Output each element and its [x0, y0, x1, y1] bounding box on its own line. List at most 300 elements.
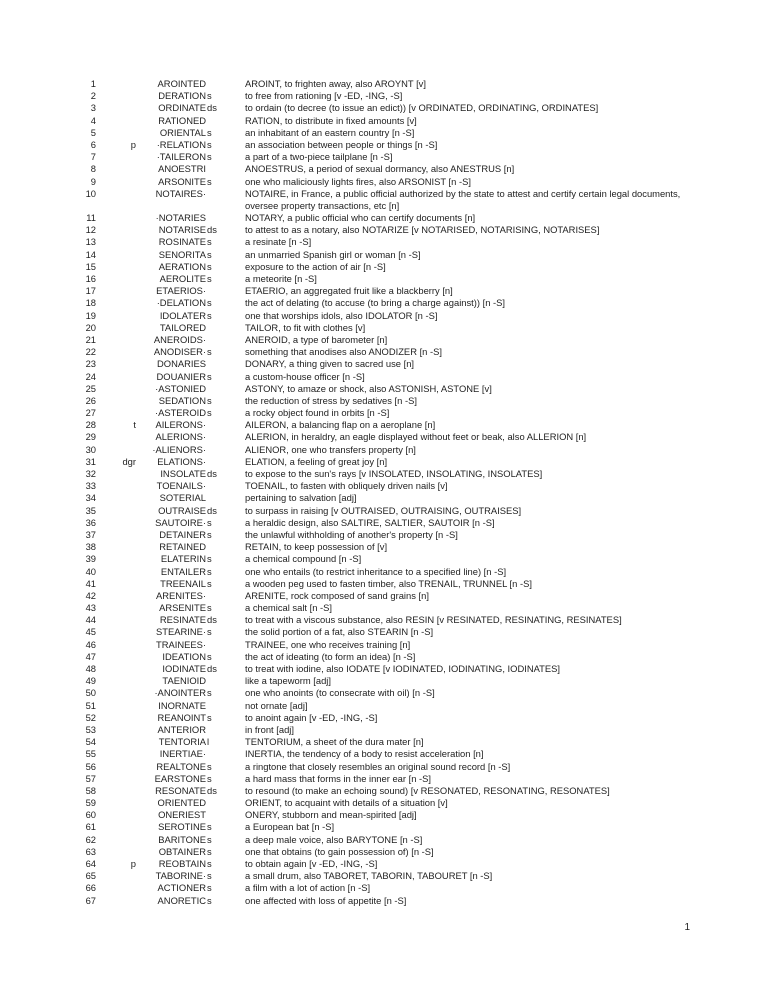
anagram-word: IDOLATER	[159, 309, 206, 321]
anagram-word: ·TAILERON	[156, 151, 206, 163]
entry-number: 55	[85, 748, 96, 760]
anagram-word: DONARIES	[157, 358, 206, 370]
anagram-word: RATIONED	[158, 114, 206, 126]
anagram-word: EARSTONE	[154, 772, 206, 784]
definition: pertaining to salvation [adj]	[245, 492, 357, 504]
list-item	[0, 675, 768, 687]
suffix-hooks: ds	[207, 614, 217, 626]
list-item	[0, 553, 768, 565]
list-item	[0, 285, 768, 297]
anagram-word: TAILORED	[159, 321, 206, 333]
anagram-word: ELATIONS·	[157, 455, 206, 467]
list-item	[0, 407, 768, 419]
suffix-hooks: s	[207, 858, 212, 870]
list-item	[0, 163, 768, 175]
prefix-hooks: p	[130, 858, 136, 870]
anagram-word: OUTRAISE	[158, 504, 206, 516]
entry-number: 11	[86, 212, 96, 224]
list-item	[0, 895, 768, 907]
suffix-hooks: s	[207, 309, 212, 321]
list-item	[0, 663, 768, 675]
entry-number: 47	[85, 650, 96, 662]
list-item	[0, 395, 768, 407]
list-item	[0, 761, 768, 773]
suffix-hooks: s	[207, 260, 212, 272]
suffix-hooks: s	[207, 248, 212, 260]
definition: a ringtone that closely resembles an original sound record [n -S]	[245, 760, 511, 772]
list-item	[0, 492, 768, 504]
list-item	[0, 322, 768, 334]
list-item	[0, 297, 768, 309]
definition: NOTAIRE, in France, a public official authorized by the state to attest and certify certain legal documents, oversee property transactions, etc [n]	[245, 187, 681, 211]
anagram-word: ROSINATE	[158, 236, 206, 248]
entry-number: 40	[85, 565, 96, 577]
entry-number: 23	[85, 358, 96, 370]
anagram-word: AEROLITE	[159, 273, 206, 285]
anagram-word: TABORINE·	[155, 870, 206, 882]
list-item	[0, 712, 768, 724]
list-item	[0, 188, 768, 212]
list-item	[0, 858, 768, 870]
suffix-hooks: s	[207, 870, 212, 882]
suffix-hooks: s	[207, 650, 212, 662]
suffix-hooks: l	[207, 736, 210, 748]
anagram-word: NOTARISE	[158, 224, 206, 236]
definition: a small drum, also TABORET, TABORIN, TABOURET [n -S]	[245, 870, 493, 882]
definition: a deep male voice, also BARYTONE [n -S]	[245, 833, 423, 845]
definition: ELATION, a feeling of great joy [n]	[245, 455, 388, 467]
anagram-word: ·NOTARIES	[155, 212, 206, 224]
list-item	[0, 736, 768, 748]
definition: a heraldic design, also SALTIRE, SALTIER, SAUTOIR [n -S]	[245, 516, 495, 528]
anagram-word: ·ASTEROID	[154, 407, 206, 419]
list-item	[0, 614, 768, 626]
list-item	[0, 529, 768, 541]
definition: INERTIA, the tendency of a body to resist acceleration [n]	[245, 748, 484, 760]
definition: TAILOR, to fit with clothes [v]	[245, 321, 366, 333]
suffix-hooks: s	[207, 528, 212, 540]
anagram-word: RESINATE	[159, 614, 206, 626]
suffix-hooks: s	[207, 833, 212, 845]
entry-number: 36	[85, 516, 96, 528]
list-item	[0, 578, 768, 590]
list-item	[0, 468, 768, 480]
suffix-hooks: s	[207, 882, 212, 894]
definition: ANOESTRUS, a period of sexual dormancy, also ANESTRUS [n]	[245, 163, 515, 175]
anagram-word: AERATION	[158, 260, 206, 272]
list-item	[0, 821, 768, 833]
anagram-word: TREENAIL	[160, 577, 206, 589]
definition: to expose to the sun's rays [v INSOLATED, INSOLATING, INSOLATES]	[245, 468, 543, 480]
suffix-hooks: s	[207, 297, 212, 309]
suffix-hooks: s	[207, 772, 212, 784]
entry-number: 13	[85, 236, 96, 248]
list-item	[0, 78, 768, 90]
anagram-word: REANOINT	[157, 711, 206, 723]
entry-number: 3	[90, 102, 96, 114]
anagram-word: ·RELATION	[156, 138, 206, 150]
definition: ORIENT, to acquaint with details of a situation [v]	[245, 797, 448, 809]
anagram-word: ANORETIC	[157, 894, 206, 906]
word-list	[0, 78, 768, 907]
definition: to resound (to make an echoing sound) [v RESONATED, RESONATING, RESONATES]	[245, 784, 610, 796]
entry-number: 28	[85, 419, 96, 431]
list-item	[0, 834, 768, 846]
anagram-word: RETAINED	[159, 541, 206, 553]
definition: a chemical salt [n -S]	[245, 602, 333, 614]
definition: a part of a two-piece tailplane [n -S]	[245, 151, 393, 163]
list-item	[0, 639, 768, 651]
entry-number: 27	[85, 407, 96, 419]
entry-number: 50	[85, 687, 96, 699]
list-item	[0, 602, 768, 614]
list-item	[0, 431, 768, 443]
entry-number: 60	[85, 809, 96, 821]
definition: one who maliciously lights fires, also ARSONIST [n -S]	[245, 175, 471, 187]
anagram-word: ENTAILER	[160, 565, 206, 577]
prefix-hooks: p	[130, 138, 136, 150]
anagram-word: SOTERIAL	[159, 492, 206, 504]
entry-number: 43	[85, 602, 96, 614]
suffix-hooks: s	[207, 845, 212, 857]
definition: TENTORIUM, a sheet of the dura mater [n]	[245, 736, 424, 748]
anagram-word: IDEATION	[162, 650, 206, 662]
suffix-hooks: s	[207, 760, 212, 772]
anagram-word: SEDATION	[158, 394, 206, 406]
definition: an association between people or things [n -S]	[245, 138, 438, 150]
definition: ALERION, in heraldry, an eagle displayed without feet or beak, also ALLERION [n]	[245, 431, 587, 443]
definition: an inhabitant of an eastern country [n -S]	[245, 126, 415, 138]
anagram-word: STEARINE·	[155, 626, 206, 638]
definition: ONERY, stubborn and mean-spirited [adj]	[245, 809, 417, 821]
definition: ARENITE, rock composed of sand grains [n]	[245, 589, 429, 601]
anagram-word: DOUANIER	[156, 370, 206, 382]
definition: to obtain again [v -ED, -ING, -S]	[245, 858, 378, 870]
suffix-hooks: s	[207, 565, 212, 577]
suffix-hooks: s	[207, 577, 212, 589]
anagram-word: REOBTAIN	[158, 858, 206, 870]
suffix-hooks: s	[207, 626, 212, 638]
list-item	[0, 90, 768, 102]
entry-number: 4	[90, 114, 96, 126]
entry-number: 56	[85, 760, 96, 772]
entry-number: 38	[85, 541, 96, 553]
entry-number: 42	[85, 589, 96, 601]
entry-number: 22	[85, 346, 96, 358]
list-item	[0, 261, 768, 273]
list-item	[0, 846, 768, 858]
anagram-word: ·ASTONIED	[155, 382, 206, 394]
anagram-word: ·DELATION	[156, 297, 206, 309]
entry-number: 5	[90, 126, 96, 138]
list-item	[0, 139, 768, 151]
definition: to surpass in raising [v OUTRAISED, OUTRAISING, OUTRAISES]	[245, 504, 522, 516]
list-item	[0, 419, 768, 431]
definition: to treat with iodine, also IODATE [v IODINATED, IODINATING, IODINATES]	[245, 663, 560, 675]
anagram-word: REALTONE	[156, 760, 206, 772]
definition: to anoint again [v -ED, -ING, -S]	[245, 711, 378, 723]
entry-number: 65	[85, 870, 96, 882]
suffix-hooks: s	[207, 516, 212, 528]
anagram-word: TOENAILS·	[156, 480, 206, 492]
entry-number: 18	[85, 297, 96, 309]
entry-number: 26	[85, 394, 96, 406]
definition: a wooden peg used to fasten timber, also TRENAIL, TRUNNEL [n -S]	[245, 577, 532, 589]
definition: the unlawful withholding of another's property [n -S]	[245, 528, 458, 540]
definition: the act of delating (to accuse (to bring a charge against)) [n -S]	[245, 297, 506, 309]
entry-number: 19	[85, 309, 96, 321]
definition: one who entails (to restrict inheritance to a specified line) [n -S]	[245, 565, 507, 577]
suffix-hooks: ds	[207, 504, 217, 516]
entry-number: 64	[85, 858, 96, 870]
definition: to treat with a viscous substance, also RESIN [v RESINATED, RESINATING, RESINATES]	[245, 614, 622, 626]
definition: one that obtains (to gain possession of) [n -S]	[245, 845, 434, 857]
definition: not ornate [adj]	[245, 699, 308, 711]
definition: the solid portion of a fat, also STEARIN [n -S]	[245, 626, 434, 638]
definition: to attest to as a notary, also NOTARIZE [v NOTARISED, NOTARISING, NOTARISES]	[245, 224, 600, 236]
entry-number: 21	[85, 333, 96, 345]
anagram-word: ACTIONER	[157, 882, 206, 894]
entry-number: 8	[90, 163, 96, 175]
entry-number: 67	[85, 894, 96, 906]
suffix-hooks: s	[207, 711, 212, 723]
entry-number: 24	[85, 370, 96, 382]
definition: like a tapeworm [adj]	[245, 675, 331, 687]
list-item	[0, 371, 768, 383]
anagram-word: AILERONS·	[155, 419, 206, 431]
entry-number: 62	[85, 833, 96, 845]
entry-number: 33	[85, 480, 96, 492]
suffix-hooks: s	[207, 90, 212, 102]
entry-number: 9	[90, 175, 96, 187]
definition: a film with a lot of action [n -S]	[245, 882, 371, 894]
anagram-word: ORIENTED	[157, 797, 206, 809]
definition: a hard mass that forms in the inner ear [n -S]	[245, 772, 432, 784]
entry-number: 34	[85, 492, 96, 504]
anagram-word: ETAERIOS·	[156, 285, 206, 297]
definition: a custom-house officer [n -S]	[245, 370, 365, 382]
definition: a resinate [n -S]	[245, 236, 312, 248]
definition: one who anoints (to consecrate with oil) [n -S]	[245, 687, 435, 699]
list-item	[0, 809, 768, 821]
list-item	[0, 870, 768, 882]
anagram-word: SAUTOIRE·	[155, 516, 206, 528]
anagram-word: ·ANOINTER	[154, 687, 206, 699]
definition: to ordain (to decree (to issue an edict)) [v ORDINATED, ORDINATING, ORDINATES]	[245, 102, 599, 114]
entry-number: 44	[85, 614, 96, 626]
list-item	[0, 334, 768, 346]
suffix-hooks: s	[207, 346, 212, 358]
anagram-word: DETAINER	[159, 528, 206, 540]
anagram-word: NOTAIRES·	[155, 187, 206, 199]
suffix-hooks: s	[207, 370, 212, 382]
list-item	[0, 480, 768, 492]
definition: ANEROID, a type of barometer [n]	[245, 333, 388, 345]
anagram-word: ARSONITE	[158, 175, 206, 187]
anagram-word: ELATERIN	[160, 553, 206, 565]
list-item	[0, 273, 768, 285]
definition: an unmarried Spanish girl or woman [n -S]	[245, 248, 421, 260]
anagram-word: SEROTINE	[158, 821, 206, 833]
suffix-hooks: s	[207, 821, 212, 833]
list-item	[0, 383, 768, 395]
list-item	[0, 127, 768, 139]
definition: one affected with loss of appetite [n -S]	[245, 894, 407, 906]
anagram-word: AROINTED	[157, 78, 206, 89]
anagram-word: ARSENITE	[159, 602, 206, 614]
list-item	[0, 456, 768, 468]
entry-number: 54	[85, 736, 96, 748]
definition: AROINT, to frighten away, also AROYNT [v]	[245, 78, 426, 89]
suffix-hooks: s	[207, 602, 212, 614]
definition: one that worships idols, also IDOLATOR [n -S]	[245, 309, 438, 321]
list-item	[0, 346, 768, 358]
entry-number: 10	[85, 187, 96, 199]
entry-number: 7	[90, 151, 96, 163]
anagram-word: ARENITES·	[155, 589, 206, 601]
anagram-word: INERTIAE·	[159, 748, 206, 760]
entry-number: 58	[85, 784, 96, 796]
prefix-hooks: dgr	[122, 455, 136, 467]
list-item	[0, 590, 768, 602]
entry-number: 52	[85, 711, 96, 723]
list-item	[0, 651, 768, 663]
anagram-word: INORNATE	[158, 699, 206, 711]
list-item	[0, 566, 768, 578]
definition: DONARY, a thing given to sacred use [n]	[245, 358, 415, 370]
suffix-hooks: s	[207, 687, 212, 699]
suffix-hooks: s	[207, 394, 212, 406]
anagram-word: ANOESTRI	[158, 163, 206, 175]
suffix-hooks: ds	[207, 784, 217, 796]
entry-number: 30	[85, 443, 96, 455]
entry-number: 6	[90, 138, 96, 150]
suffix-hooks: ds	[207, 468, 217, 480]
definition: TRAINEE, one who receives training [n]	[245, 638, 411, 650]
entry-number: 53	[85, 723, 96, 735]
entry-number: 35	[85, 504, 96, 516]
list-item	[0, 748, 768, 760]
suffix-hooks: s	[207, 407, 212, 419]
entry-number: 37	[85, 528, 96, 540]
list-item	[0, 151, 768, 163]
list-item	[0, 505, 768, 517]
list-item	[0, 541, 768, 553]
anagram-word: ·ALIENORS·	[152, 443, 206, 455]
entry-number: 1	[90, 78, 96, 89]
definition: the act of ideating (to form an idea) [n -S]	[245, 650, 416, 662]
list-item	[0, 358, 768, 370]
entry-number: 41	[85, 577, 96, 589]
list-item	[0, 517, 768, 529]
anagram-word: ANODISER·	[153, 346, 206, 358]
list-item	[0, 115, 768, 127]
definition: ETAERIO, an aggregated fruit like a blackberry [n]	[245, 285, 453, 297]
entry-number: 17	[85, 285, 96, 297]
list-item	[0, 176, 768, 188]
list-item	[0, 249, 768, 261]
anagram-word: SENORITA	[158, 248, 206, 260]
list-item	[0, 626, 768, 638]
definition: AILERON, a balancing flap on a aeroplane [n]	[245, 419, 436, 431]
entry-number: 39	[85, 553, 96, 565]
anagram-word: DERATION	[158, 90, 206, 102]
anagram-word: IODINATE	[162, 663, 206, 675]
list-item	[0, 700, 768, 712]
suffix-hooks: ds	[207, 102, 217, 114]
entry-number: 63	[85, 845, 96, 857]
suffix-hooks: s	[207, 236, 212, 248]
anagram-word: BARITONE	[158, 833, 206, 845]
entry-number: 57	[85, 772, 96, 784]
definition: the reduction of stress by sedatives [n -S]	[245, 394, 417, 406]
suffix-hooks: s	[207, 151, 212, 163]
definition: something that anodises also ANODIZER [n -S]	[245, 346, 442, 358]
entry-number: 2	[90, 90, 96, 102]
entry-number: 61	[85, 821, 96, 833]
suffix-hooks: s	[207, 273, 212, 285]
entry-number: 20	[85, 321, 96, 333]
entry-number: 16	[85, 273, 96, 285]
entry-number: 59	[85, 797, 96, 809]
definition: to free from rationing [v -ED, -ING, -S]	[245, 90, 403, 102]
entry-number: 15	[85, 260, 96, 272]
definition: a chemical compound [n -S]	[245, 553, 362, 565]
list-item	[0, 773, 768, 785]
list-item	[0, 102, 768, 114]
suffix-hooks: ds	[207, 663, 217, 675]
anagram-word: ORIENTAL	[159, 126, 206, 138]
prefix-hooks: t	[133, 419, 136, 431]
suffix-hooks: s	[207, 138, 212, 150]
anagram-word: TRAINEES·	[155, 638, 206, 650]
entry-number: 29	[85, 431, 96, 443]
entry-number: 12	[85, 224, 96, 236]
entry-number: 14	[85, 248, 96, 260]
definition: a rocky object found in orbits [n -S]	[245, 407, 390, 419]
entry-number: 51	[85, 699, 96, 711]
suffix-hooks: s	[207, 894, 212, 906]
definition: ALIENOR, one who transfers property [n]	[245, 443, 416, 455]
list-item	[0, 882, 768, 894]
definition: a European bat [n -S]	[245, 821, 335, 833]
anagram-word: ANEROIDS·	[153, 333, 206, 345]
entry-number: 25	[85, 382, 96, 394]
entry-number: 49	[85, 675, 96, 687]
anagram-word: ALERIONS·	[155, 431, 206, 443]
suffix-hooks: s	[207, 553, 212, 565]
list-item	[0, 444, 768, 456]
entry-number: 31	[85, 455, 96, 467]
list-item	[0, 797, 768, 809]
list-item	[0, 724, 768, 736]
list-item	[0, 687, 768, 699]
entry-number: 45	[85, 626, 96, 638]
definition: NOTARY, a public official who can certify documents [n]	[245, 212, 476, 224]
anagram-word: ONERIEST	[158, 809, 206, 821]
definition: in front [adj]	[245, 723, 294, 735]
list-item	[0, 785, 768, 797]
list-item	[0, 212, 768, 224]
definition: a meteorite [n -S]	[245, 273, 317, 285]
definition: RATION, to distribute in fixed amounts [v]	[245, 114, 417, 126]
suffix-hooks: s	[207, 175, 212, 187]
entry-number: 48	[85, 663, 96, 675]
suffix-hooks: s	[207, 126, 212, 138]
entry-number: 66	[85, 882, 96, 894]
anagram-word: ORDINATE	[158, 102, 206, 114]
anagram-word: ANTERIOR	[157, 723, 206, 735]
